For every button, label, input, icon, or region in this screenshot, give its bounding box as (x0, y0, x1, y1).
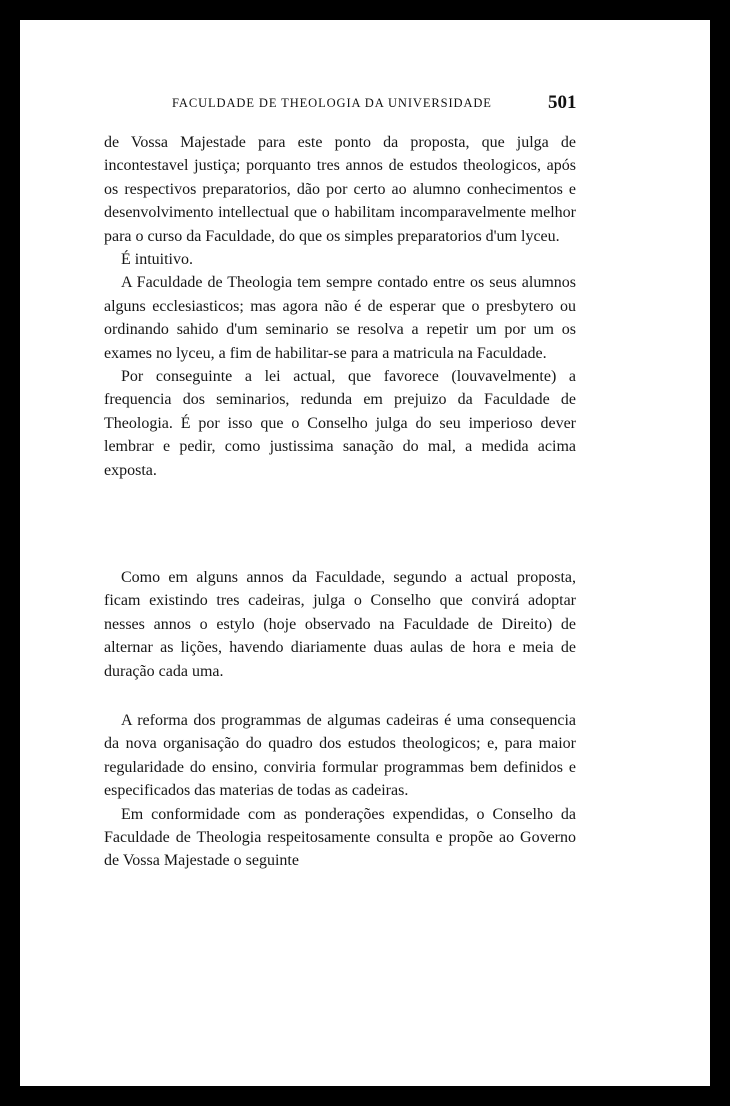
paragraph: de Vossa Majestade para este ponto da proposta, que julga de incontestavel justiça; porquanto tres annos de estudos theologicos, após os respectivos preparatorios, dão por certo ao alumno conhecimentos e desenvolvimento intellectual que o habilitam incomparavelmente melhor para o curso da Faculdade, do que os simples preparatorios d'um lyceu. (104, 134, 576, 245)
paragraph: É intuitivo. (121, 251, 193, 269)
text-section-3 (104, 709, 576, 873)
text-section-2 (104, 566, 576, 683)
paragraph: A Faculdade de Theologia tem sempre contado entre os seus alumnos alguns ecclesiasticos; mas agora não é de esperar que o presbytero ou ordinando sahido d'um seminario se resolva a repetir um por um os exames no lyceu, a fim de habilitar-se para a matricula na Faculdade. (104, 274, 576, 362)
page-number: 501 (548, 92, 577, 113)
running-head (20, 92, 710, 116)
paragraph: Em conformidade com as ponderações expendidas, o Conselho da Faculdade de Theologia respeitosamente consulta e propõe ao Governo de Vossa Majestade o seguinte (104, 805, 576, 870)
paragraph: Por conseguinte a lei actual, que favorece (louvavelmente) a frequencia dos seminarios, redunda em prejuizo da Faculdade de Theologia. É por isso que o Conselho julga do seu imperioso dever lembrar e pedir, como justissima sanação do mal, a medida acima exposta. (104, 368, 576, 479)
paragraph: A reforma dos programmas de algumas cadeiras é uma consequencia da nova organisação do quadro dos estudos theologicos; e, para maior regularidade do ensino, conviria formular programmas bem definidos e especificados das materias de todas as cadeiras. (104, 712, 576, 800)
text-section-1 (104, 131, 576, 482)
paragraph: Como em alguns annos da Faculdade, segundo a actual proposta, ficam existindo tres cadeiras, julga o Conselho que convirá adoptar nesses annos o estylo (hoje observado na Faculdade de Direito) de alternar as lições, havendo diariamente duas aulas de hora e meia de duração cada uma. (104, 569, 576, 680)
running-title: FACULDADE DE THEOLOGIA DA UNIVERSIDADE (172, 96, 492, 110)
book-page (20, 20, 710, 1086)
